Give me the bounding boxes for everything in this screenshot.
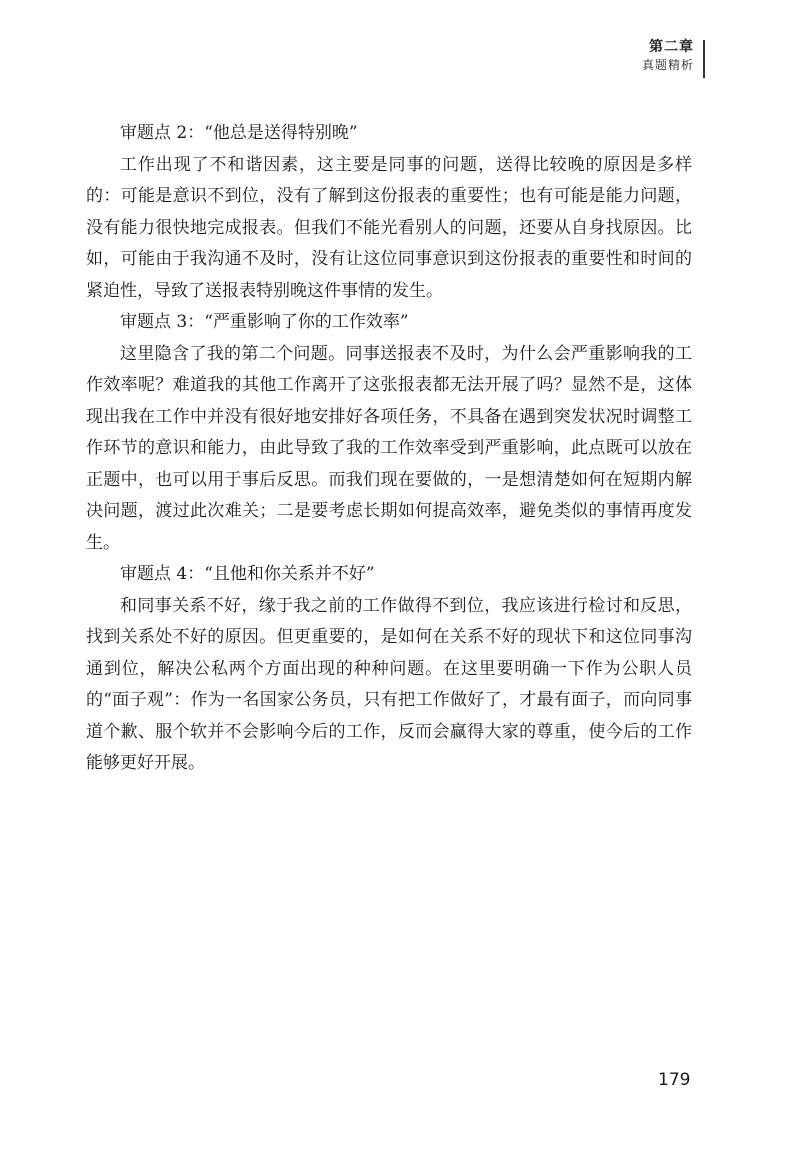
section-body-4: 和同事关系不好，缘于我之前的工作做得不到位，我应该进行检讨和反思，找到关系处不好的原因。但更重要的，是如何在关系不好的现状下和这位同事沟通到位，解决公私两个方面出现的种种问题。在这里要明确一下作为公职人员的“面子观”：作为一名国家公务员，只有把工作做好了，才最有面子，而向同事道个歉、服个软并不会影响今后的工作，反而会赢得大家的尊重，使今后的工作能够更好开展。 xyxy=(86,595,692,773)
chapter-subtitle: 真题精析 xyxy=(641,57,694,72)
section-heading-4: 审题点 4：“且他和你关系并不好” xyxy=(120,564,375,584)
running-header xyxy=(642,38,694,73)
chapter-title: 第二章 xyxy=(649,39,694,55)
section-body-3: 这里隐含了我的第二个问题。同事送报表不及时，为什么会严重影响我的工作效率呢？难道我的其他工作离开了这张报表都无法开展了吗？显然不是，这体现出我在工作中并没有很好地安排好各项任务，不具备在遇到突发状况时调整工作环节的意识和能力，由此导致了我的工作效率受到严重影响，此点既可以放在正题中，也可以用于事后反思。而我们现在要做的，一是想清楚如何在短期内解决问题，渡过此次难关；二是要考虑长期如何提高效率，避免类似的事情再度发生。 xyxy=(86,343,692,553)
section-body-2: 工作出现了不和谐因素，这主要是同事的问题，送得比较晚的原因是多样的：可能是意识不到位，没有了解到这份报表的重要性；也有可能是能力问题，没有能力很快地完成报表。但我们不能光看别人的问题，还要从自身找原因。比如，可能由于我沟通不及时，没有让这位同事意识到这份报表的重要性和时间的紧迫性，导致了送报表特别晚这件事情的发生。 xyxy=(86,154,692,301)
page-number: 179 xyxy=(658,1070,691,1090)
page-body xyxy=(86,118,692,780)
section-heading-2: 审题点 2：“他总是送得特别晚” xyxy=(120,123,358,143)
header-divider xyxy=(703,40,705,78)
section-heading-3: 审题点 3：“严重影响了你的工作效率” xyxy=(120,312,409,332)
